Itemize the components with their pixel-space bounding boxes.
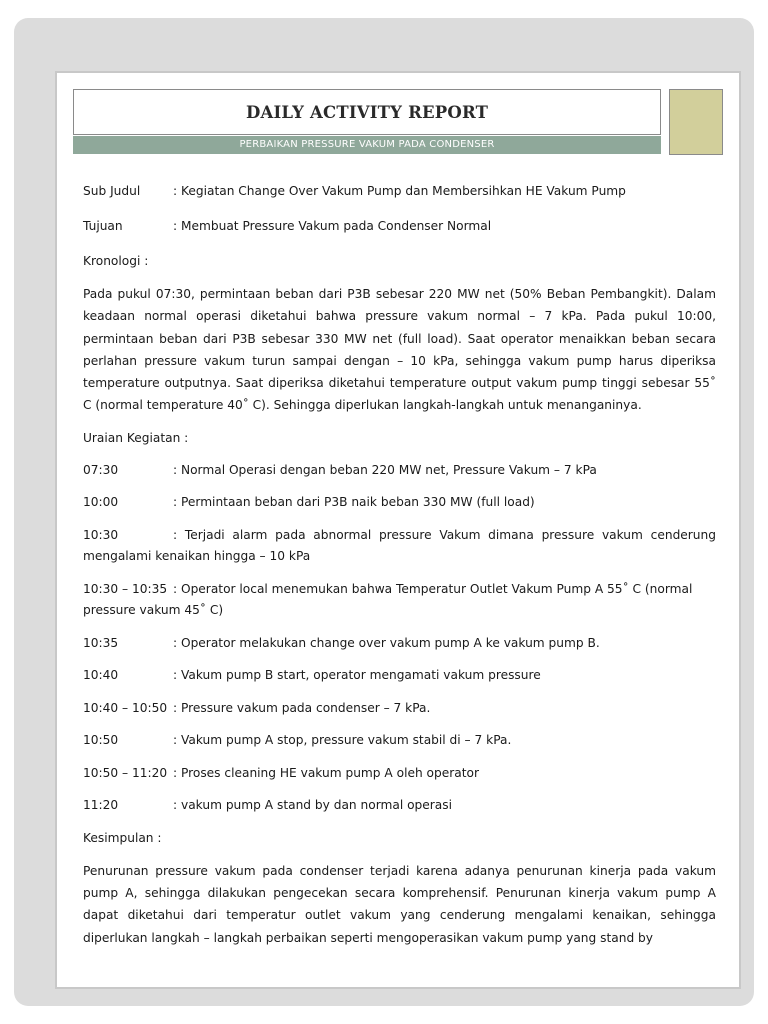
log-entry <box>83 698 716 720</box>
subtitle-bar <box>73 136 661 154</box>
log-text: : Terjadi alarm pada abnormal pressure Vakum dimana pressure vakum cenderung mengalami kenaikan hingga – 10 kPa <box>83 527 716 564</box>
kronologi-paragraph: Pada pukul 07:30, permintaan beban dari P3B sebesar 220 MW net (50% Beban Pembangkit). Dalam keadaan normal operasi diketahui bahwa pressure vakum normal – 7 kPa. Pada pukul 10:00, permintaan beban dari P3B sebesar 330 MW net (full load). Saat operator menaikkan beban secara perlahan pressure vakum turun sampai dengan – 10 kPa, sehingga vakum pump harus diperiksa temperature outputnya. Saat diperiksa diketahui temperature output vakum pump tinggi sebesar 55˚ C (normal temperature 40˚ C). Sehingga diperlukan langkah-langkah untuk menanganinya. <box>83 287 716 413</box>
log-time: 10:30 – 10:35 <box>83 581 168 596</box>
slide-frame <box>14 18 754 1006</box>
log-time: 10:50 <box>83 733 119 748</box>
log-entry <box>83 795 716 817</box>
accent-box <box>669 89 723 155</box>
log-text: : Normal Operasi dengan beban 220 MW net, Pressure Vakum – 7 kPa <box>173 462 597 477</box>
kronologi-heading: Kronologi : <box>83 254 149 268</box>
field-sub-judul <box>83 181 716 202</box>
report-body <box>83 181 716 960</box>
log-text: : Operator local menemukan bahwa Temperatur Outlet Vakum Pump A 55˚ C (normal pressure vakum 45˚ C) <box>83 581 693 618</box>
log-entry <box>83 763 716 785</box>
log-text: : Vakum pump B start, operator mengamati vakum pressure <box>173 668 541 683</box>
log-entry <box>83 525 716 568</box>
log-entry <box>83 730 716 752</box>
report-subtitle: PERBAIKAN PRESSURE VAKUM PADA CONDENSER <box>239 139 495 150</box>
log-time: 10:50 – 11:20 <box>83 765 168 780</box>
log-time: 07:30 <box>83 462 119 477</box>
log-time: 10:40 <box>83 668 119 683</box>
log-text: : Permintaan beban dari P3B naik beban 330 MW (full load) <box>173 495 535 510</box>
field-value: : Kegiatan Change Over Vakum Pump dan Membersihkan HE Vakum Pump <box>173 184 626 198</box>
log-time: 10:40 – 10:50 <box>83 700 168 715</box>
log-entry <box>83 665 716 687</box>
kesimpulan-heading: Kesimpulan : <box>83 830 162 845</box>
field-tujuan <box>83 216 716 237</box>
log-entry <box>83 460 716 482</box>
kesimpulan-paragraph: Penurunan pressure vakum pada condenser terjadi karena adanya penurunan kinerja pada vakum pump A, sehingga dilakukan pengecekan secara komprehensif. Penurunan kinerja vakum pump A dapat diketahui dari temperatur outlet vakum yang cenderung mengalami kenaikan, sehingga diperlukan langkah – langkah perbaikan seperti mengoperasikan vakum pump yang stand by <box>83 863 716 945</box>
log-text: : Proses cleaning HE vakum pump A oleh operator <box>173 765 479 780</box>
log-text: : Vakum pump A stop, pressure vakum stabil di – 7 kPa. <box>173 733 512 748</box>
field-label: Sub Judul <box>83 184 141 198</box>
log-time: 10:35 <box>83 635 119 650</box>
log-text: : Pressure vakum pada condenser – 7 kPa. <box>173 700 431 715</box>
document-page <box>55 71 741 989</box>
title-box <box>73 89 661 135</box>
log-time: 10:30 <box>83 527 119 542</box>
log-entry <box>83 633 716 655</box>
log-time: 11:20 <box>83 798 119 813</box>
report-title: DAILY ACTIVITY REPORT <box>245 103 489 122</box>
log-entry <box>83 492 716 514</box>
field-label: Tujuan <box>83 219 123 233</box>
log-entry <box>83 579 716 622</box>
log-text: : vakum pump A stand by dan normal operasi <box>173 798 453 813</box>
log-text: : Operator melakukan change over vakum pump A ke vakum pump B. <box>173 635 600 650</box>
uraian-heading: Uraian Kegiatan : <box>83 430 189 445</box>
field-value: : Membuat Pressure Vakum pada Condenser Normal <box>173 219 492 233</box>
log-time: 10:00 <box>83 495 119 510</box>
